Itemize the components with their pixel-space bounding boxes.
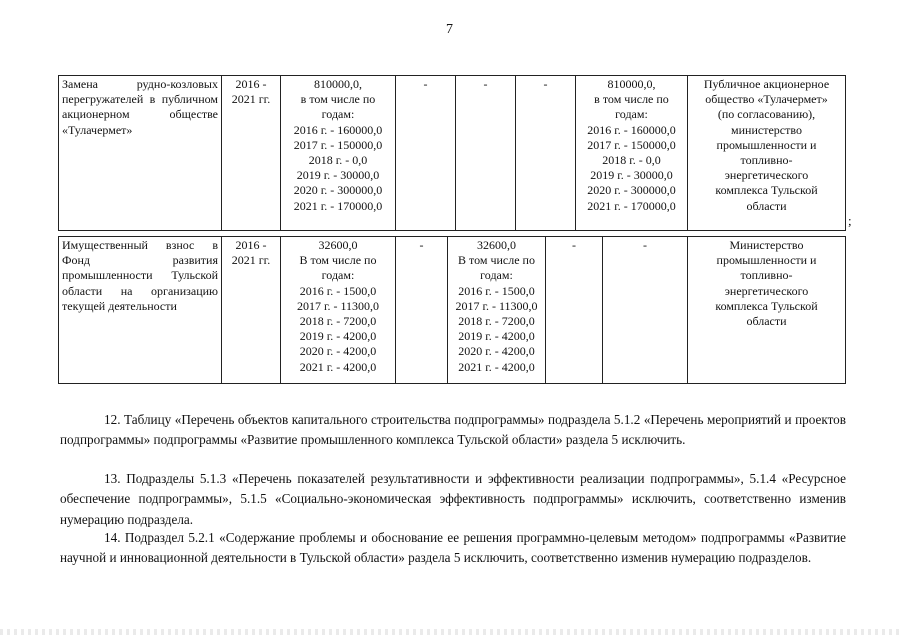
- total-funding-cell: 32600,0 В том числе по годам: 2016 г. - 1500,0 2017 г. - 11300,0 2018 г. - 7200,0 2019 г. - 4200,0 2020 г. - 4200,0 2021 г. - 4200,0: [281, 237, 396, 384]
- table-row-property-contribution: [58, 236, 846, 384]
- funding-cell-6: -: [516, 76, 576, 231]
- funding-cell-6: -: [546, 237, 603, 384]
- measure-name-cell: Замена рудно-козловых перегружателей в публичном акционерном обществе «Тулачермет»: [59, 76, 222, 231]
- scan-artifact-line: [0, 629, 903, 635]
- period-cell: 2016 - 2021 гг.: [222, 76, 281, 231]
- executor-cell: Публичное акционерное общество «Тулачермет» (по согласованию), министерство промышленности и топливно- энергетического комплекса Тульской области: [688, 76, 846, 231]
- trailing-semicolon: ;: [848, 213, 852, 228]
- funding-cell-7: -: [603, 237, 688, 384]
- table-row-ore-gantry-cranes: [58, 75, 846, 231]
- total-funding-cell: 810000,0, в том числе по годам: 2016 г. - 160000,0 2017 г. - 150000,0 2018 г. - 0,0 2019 г. - 30000,0 2020 г. - 300000,0 2021 г. - 170000,0: [281, 76, 396, 231]
- funding-cell-4: -: [396, 76, 456, 231]
- funding-cell-5: -: [456, 76, 516, 231]
- funding-cell-4: -: [396, 237, 448, 384]
- paragraph-12: 12. Таблицу «Перечень объектов капитального строительства подпрограммы» подраздела 5.1.2 «Перечень мероприятий и проектов подпрограммы» подпрограммы «Развитие промышленного комплекса Тульской области» раздела 5 исключить.: [60, 412, 846, 448]
- paragraph-13: 13. Подразделы 5.1.3 «Перечень показателей результативности и эффективности реализации подпрограммы», 5.1.4 «Ресурсное обеспечение подпрограммы», 5.1.5 «Социально-экономическая эффективность подпрограммы» исключить, соответственно изменив нумерацию подраздела.: [60, 471, 846, 527]
- regional-budget-funding-cell: 32600,0 В том числе по годам: 2016 г. - 1500,0 2017 г. - 11300,0 2018 г. - 7200,0 2019 г. - 4200,0 2020 г. - 4200,0 2021 г. - 4200,0: [448, 237, 546, 384]
- page-number: 7: [446, 22, 453, 37]
- executor-cell: Министерство промышленности и топливно- энергетического комплекса Тульской области: [688, 237, 846, 384]
- measure-name-cell: Имущественный взнос в Фонд развития промышленности Тульской области на организацию текущей деятельности: [59, 237, 222, 384]
- extrabudget-funding-cell: 810000,0, в том числе по годам: 2016 г. - 160000,0 2017 г. - 150000,0 2018 г. - 0,0 2019 г. - 30000,0 2020 г. - 300000,0 2021 г. - 170000,0: [576, 76, 688, 231]
- period-cell: 2016 - 2021 гг.: [222, 237, 281, 384]
- paragraph-14: 14. Подраздел 5.2.1 «Содержание проблемы и обоснование ее решения программно-целевым методом» подпрограммы «Развитие научной и инновационной деятельности в Тульской области» раздела 5 исключить, соответственно изменив нумерацию подразделов.: [60, 530, 846, 566]
